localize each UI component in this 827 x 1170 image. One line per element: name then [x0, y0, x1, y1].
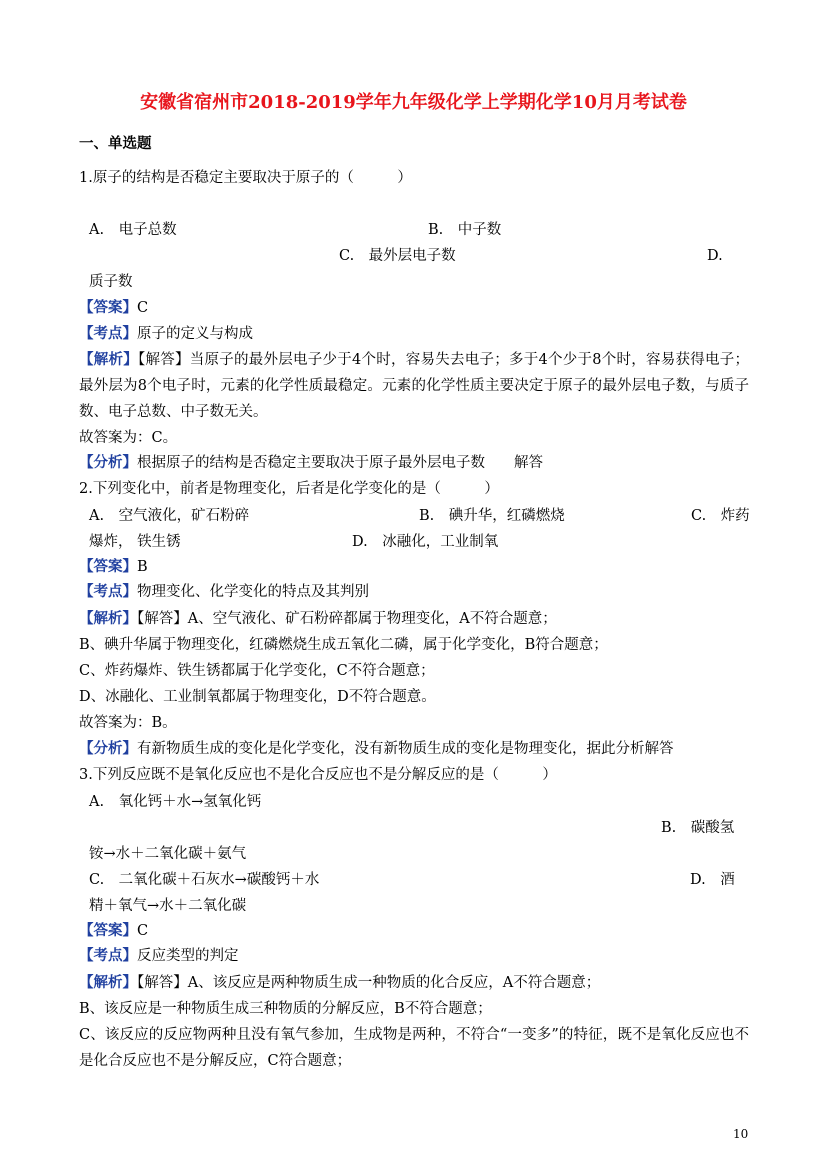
- q2-option-a: A. 空气液化，矿石粉碎: [89, 508, 250, 524]
- review-tag: 【分析】: [79, 740, 137, 757]
- q2-conclusion: 故答案为：B。: [79, 715, 177, 731]
- point-value: 反应类型的判定: [137, 948, 239, 964]
- analysis-tag: 【解析】: [79, 610, 137, 627]
- q1-review: [79, 453, 543, 473]
- review-text: 有新物质生成的变化是化学变化，没有新物质生成的变化是物理变化，据此分析解答: [137, 741, 674, 757]
- answer-value: C: [137, 923, 149, 939]
- q3-answer: [79, 921, 148, 941]
- q2-analysis-line-d: D、冰融化、工业制氧都属于物理变化，D不符合题意。: [79, 689, 436, 705]
- q1-stem: 1.原子的结构是否稳定主要取决于原子的（ ）: [79, 170, 412, 186]
- point-tag: 【考点】: [79, 325, 137, 342]
- q1-option-a: A. 电子总数: [89, 222, 177, 238]
- q2-analysis: [79, 609, 557, 629]
- answer-value: C: [137, 300, 149, 316]
- q2-review: [79, 739, 674, 759]
- q2-option-c-letter: C. 炸药: [691, 508, 750, 524]
- q1-option-b: B. 中子数: [428, 222, 502, 238]
- q2-point: [79, 582, 369, 602]
- point-tag: 【考点】: [79, 947, 137, 964]
- q2-option-c-cont: 爆炸， 铁生锈: [89, 534, 181, 550]
- analysis-text: 【解答】A、该反应是两种物质生成一种物质的化合反应，A不符合题意；: [137, 975, 601, 991]
- q2-analysis-line-c: C、炸药爆炸、铁生锈都属于化学变化，C不符合题意；: [79, 663, 435, 679]
- q3-analysis-line-c: C、该反应的反应物两种且没有氧气参加，生成物是两种，不符合“一变多”的特征，既不是氧化反应也不是化合反应也不是分解反应，C符合题意；: [79, 1027, 749, 1069]
- q1-analysis: [79, 347, 749, 425]
- answer-tag: 【答案】: [79, 558, 137, 575]
- analysis-tag: 【解析】: [79, 974, 137, 991]
- answer-tag: 【答案】: [79, 922, 137, 939]
- q1-answer: [79, 298, 148, 318]
- answer-tag: 【答案】: [79, 299, 137, 316]
- point-tag: 【考点】: [79, 583, 137, 600]
- point-value: 原子的定义与构成: [137, 326, 253, 342]
- q3-option-c: C. 二氧化碳＋石灰水→碳酸钙＋水: [89, 872, 320, 888]
- q3-analysis: [79, 973, 600, 993]
- q3-point: [79, 946, 239, 966]
- review-tag: 【分析】: [79, 454, 137, 471]
- q1-option-d-text: 质子数: [89, 274, 133, 290]
- q2-stem: 2.下列变化中，前者是物理变化，后者是化学变化的是（ ）: [79, 481, 499, 497]
- q1-option-d-letter: D.: [707, 248, 723, 264]
- q3-option-d-cont: 精＋氧气→水＋二氧化碳: [89, 898, 247, 914]
- q3-option-b-letter: B. 碳酸氢: [661, 820, 735, 836]
- q1-conclusion: 故答案为：C。: [79, 430, 178, 446]
- q2-analysis-line-b: B、碘升华属于物理变化，红磷燃烧生成五氧化二磷，属于化学变化，B符合题意；: [79, 637, 608, 653]
- answer-value: B: [137, 559, 148, 575]
- q2-option-d: D. 冰融化，工业制氧: [352, 534, 499, 550]
- q3-option-a: A. 氧化钙＋水→氢氧化钙: [89, 794, 262, 810]
- analysis-text: 【解答】当原子的最外层电子少于4个时，容易失去电子；多于4个少于8个时，容易获得电子；最外层为8个电子时，元素的化学性质最稳定。元素的化学性质主要决定于原子的最外层电子数，与质子数、电子总数、中子数无关。: [79, 352, 749, 420]
- q3-stem: 3.下列反应既不是氧化反应也不是化合反应也不是分解反应的是（ ）: [79, 767, 557, 783]
- review-text: 根据原子的结构是否稳定主要取决于原子最外层电子数 解答: [137, 455, 543, 471]
- q1-point: [79, 324, 253, 344]
- point-value: 物理变化、化学变化的特点及其判别: [137, 584, 369, 600]
- page-number: 10: [733, 1127, 749, 1141]
- q1-option-c: C. 最外层电子数: [339, 248, 456, 264]
- analysis-tag: 【解析】: [79, 351, 139, 368]
- q3-option-b-cont: 铵→水＋二氧化碳＋氨气: [89, 846, 247, 862]
- q3-analysis-line-b: B、该反应是一种物质生成三种物质的分解反应，B不符合题意；: [79, 1001, 492, 1017]
- q3-option-d-letter: D. 酒: [690, 872, 735, 888]
- q2-answer: [79, 557, 148, 577]
- exam-title: 安徽省宿州市2018-2019学年九年级化学上学期化学10月月考试卷: [140, 92, 687, 113]
- section-heading: 一、单选题: [79, 135, 152, 152]
- q2-option-b: B. 碘升华，红磷燃烧: [419, 508, 565, 524]
- analysis-text: 【解答】A、空气液化、矿石粉碎都属于物理变化，A不符合题意；: [137, 611, 557, 627]
